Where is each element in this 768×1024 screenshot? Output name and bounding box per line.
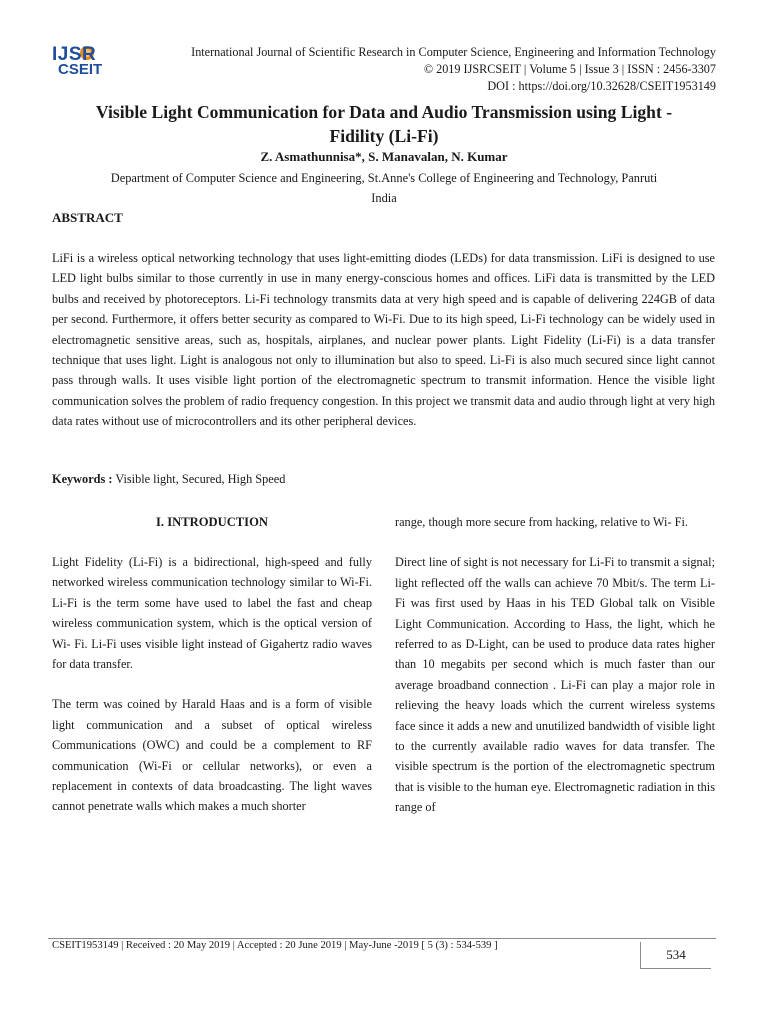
keywords-value: Visible light, Secured, High Speed — [115, 472, 286, 486]
paragraph: The term was coined by Harald Haas and is a form of visible light communication and a subset of optical wireless Communications (OWC) and could be a complement to RF communication (Wi-Fi or cellular networks), or even a replacement in contexts of data broadcasting. The light waves cannot penetrate walls which makes a much shorter — [52, 697, 372, 814]
doi-line[interactable]: DOI : https://doi.org/10.32628/CSEIT1953149 — [487, 79, 716, 93]
affiliation-line-2: India — [371, 191, 397, 205]
journal-logo: IJSR CSEIT — [52, 44, 103, 78]
title-line-1: Visible Light Communication for Data and Audio Transmission using Light - — [95, 102, 673, 122]
page-number: 534 — [640, 942, 711, 969]
affiliation — [40, 168, 728, 208]
journal-header — [116, 44, 716, 95]
paragraph: Direct line of sight is not necessary for Li-Fi to transmit a signal; light reflected off the walls can achieve 70 Mbit/s. The term Li-Fi was first used by Haas in his TED Global talk on Visible Light Communication. According to Hass, the light, which he referred to as D-Light, can be used to produce data rates higher than 10 megabits per second which is much faster than our average broadband connection . Li-Fi can play a major role in relieving the heavy loads which the current wireless systems face since it adds a new and unutilized bandwidth of visible light to the currently available radio waves for data transfer. The visible spectrum is the portion of the electromagnetic spectrum that is visible to the human eye. Electromagnetic radiation in this range of — [395, 555, 715, 815]
paragraph: Light Fidelity (Li-Fi) is a bidirectional, high-speed and fully networked wireless communication technology similar to Wi-Fi. Li-Fi is the term some have used to label the fast and cheap wireless communication system, which is the optical version of Wi- Fi. Li-Fi uses visible light instead of Gigahertz radio waves for data transfer. — [52, 555, 372, 672]
affiliation-line-1: Department of Computer Science and Engineering, St.Anne's College of Engineering and Technology, Panruti — [110, 171, 658, 185]
abstract-heading: ABSTRACT — [52, 210, 123, 225]
abstract-text: LiFi is a wireless optical networking technology that uses light-emitting diodes (LEDs) for data transmission. LiFi is designed to use LED light bulbs similar to those currently in use in many energy-conscious homes and offices. LiFi data is transmitted by the LED bulbs and received by photoreceptors. Li-Fi technology transmits data at very high speed and is capable of delivering 224GB of data per second. Furthermore, it offers better security as compared to Wi-Fi. Due to its high speed, Li-Fi technology can be widely used in electromagnetic sensitive areas, such as, hospitals, airplanes, and nuclear power plants. Light Fidelity (Li-Fi) is a data transfer technique that uses light. Light is analogous not only to illumination but also to speed. Li-Fi is also much secured since light cannot pass through walls. It uses visible light portion of the electromagnetic spectrum to transmit information. Hence the visible light communication solves the problem of radio frequency congestion. In this project we transmit data and audio through light at very high data rates without use of microcontrollers and its other peripheral devices. — [52, 251, 715, 429]
footer-divider — [48, 938, 716, 939]
journal-name: International Journal of Scientific Research in Computer Science, Engineering and Information Technology — [191, 45, 716, 59]
right-column — [395, 512, 715, 838]
left-column — [52, 512, 372, 837]
volume-line: © 2019 IJSRCSEIT | Volume 5 | Issue 3 | ISSN : 2456-3307 — [423, 62, 716, 76]
keywords — [52, 472, 285, 487]
paragraph: range, though more secure from hacking, relative to Wi- Fi. — [395, 515, 688, 529]
title-line-2: Fidility (Li-Fi) — [329, 126, 439, 146]
authors: Z. Asmathunnisa*, S. Manavalan, N. Kumar — [260, 149, 508, 164]
footer-citation: CSEIT1953149 | Received : 20 May 2019 | Accepted : 20 June 2019 | May-June -2019 [ 5 (3) : 534-539 ] — [52, 940, 498, 951]
keywords-label: Keywords : — [52, 472, 113, 486]
section-heading-introduction: I. INTRODUCTION — [156, 515, 268, 529]
paper-title — [40, 100, 728, 148]
